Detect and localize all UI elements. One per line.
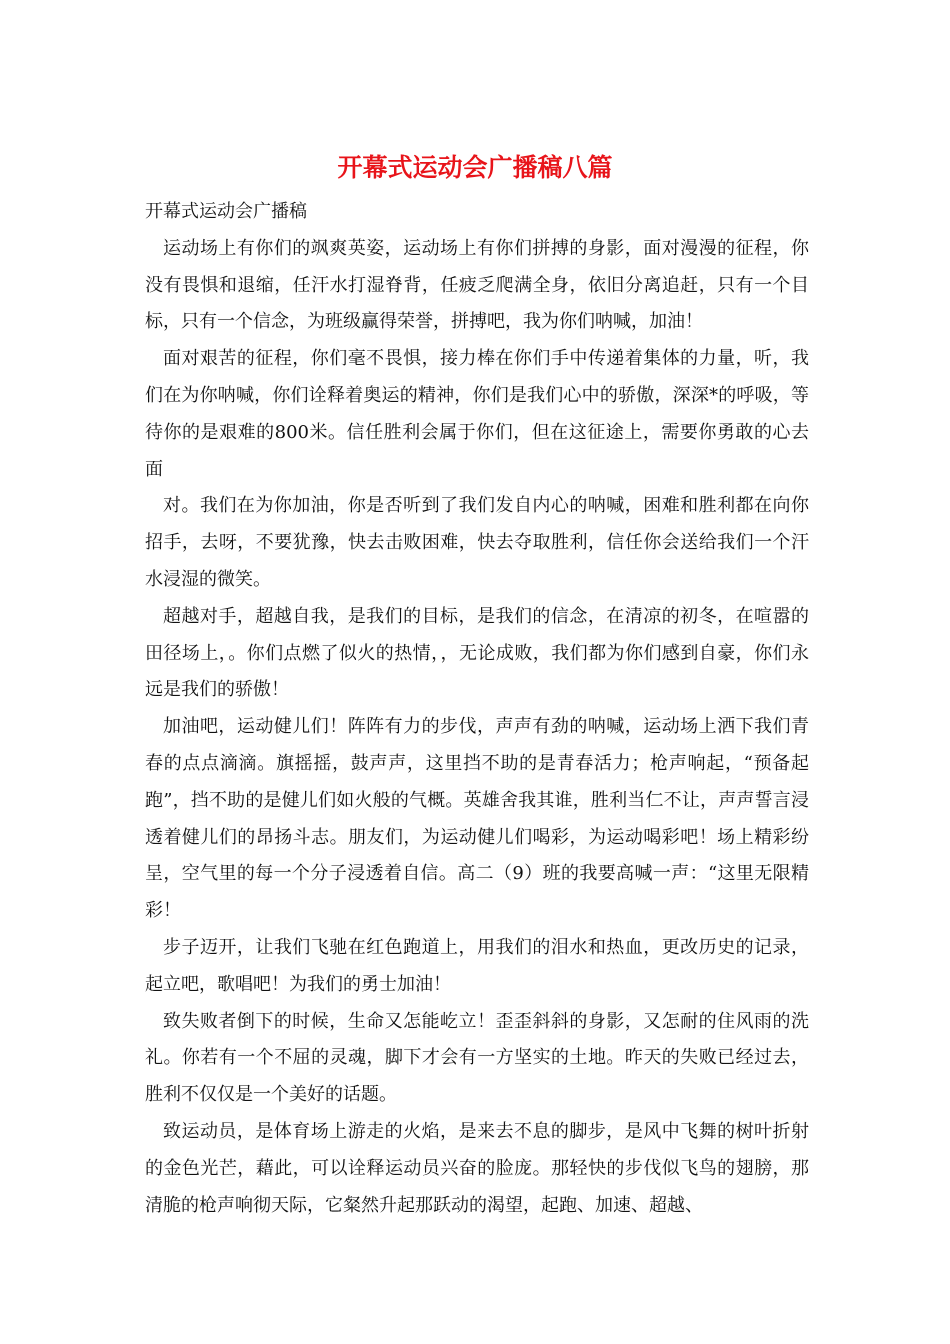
paragraph: 对。我们在为你加油，你是否听到了我们发自内心的呐喊，困难和胜利都在向你招手，去呀，不要犹豫，快去击败困难，快去夺取胜利，信任你会送给我们一个汗水浸湿的微笑。 — [145, 495, 809, 590]
paragraph: 运动场上有你们的飒爽英姿，运动场上有你们拼搏的身影，面对漫漫的征程，你没有畏惧和退缩，任汗水打湿脊背，任疲乏爬满全身，依旧分离追赶，只有一个目标，只有一个信念，为班级赢得荣誉，拼搏吧，我为你们呐喊，加油！ — [145, 237, 809, 333]
paragraph: 加油吧，运动健儿们！阵阵有力的步伐，声声有劲的呐喊，运动场上洒下我们青春的点点滴滴。旗摇摇，鼓声声，这里挡不助的是青春活力；枪声响起，“预备起跑”，挡不助的是健儿们如火般的气概。英雄舍我其谁，胜利当仁不让，声声誓言浸透着健儿们的昂扬斗志。朋友们，为运动健儿们喝彩，为运动喝彩吧！场上精彩纷呈，空气里的每一个分子浸透着自信。高二（9）班的我要高喊一声：“这里无限精彩！ — [145, 716, 809, 922]
paragraph: 致失败者倒下的时候，生命又怎能屹立！歪歪斜斜的身影，又怎耐的住风雨的洗礼。你若有一个不屈的灵魂，脚下才会有一方坚实的土地。昨天的失败已经过去，胜利不仅仅是一个美好的话题。 — [145, 1010, 809, 1106]
document-body — [145, 194, 809, 1224]
paragraph: 步子迈开，让我们飞驰在红色跑道上，用我们的泪水和热血，更改历史的记录，起立吧，歌唱吧！为我们的勇士加油！ — [145, 936, 809, 995]
paragraph: 超越对手，超越自我，是我们的目标，是我们的信念，在清凉的初冬，在喧嚣的田径场上，。你们点燃了似火的热情，，无论成败，我们都为你们感到自豪，你们永远是我们的骄傲！ — [145, 605, 809, 701]
paragraph: 致运动员，是体育场上游走的火焰，是来去不息的脚步，是风中飞舞的树叶折射的金色光芒，藉此，可以诠释运动员兴奋的脸庞。那轻快的步伐似飞鸟的翅膀，那清脆的枪声响彻天际，它粲然升起那跃动的渴望，起跑、加速、超越、 — [145, 1120, 809, 1216]
paragraph: 面对艰苦的征程，你们毫不畏惧，接力棒在你们手中传递着集体的力量，听，我们在为你呐喊，你们诠释着奥运的精神，你们是我们心中的骄傲，深深*的呼吸，等待你的是艰难的800米。信任胜利会属于你们，但在这征途上，需要你勇敢的心去面 — [145, 348, 809, 480]
document-subtitle: 开幕式运动会广播稿 — [145, 201, 307, 222]
document-title: 开幕式运动会广播稿八篇 — [337, 153, 613, 182]
